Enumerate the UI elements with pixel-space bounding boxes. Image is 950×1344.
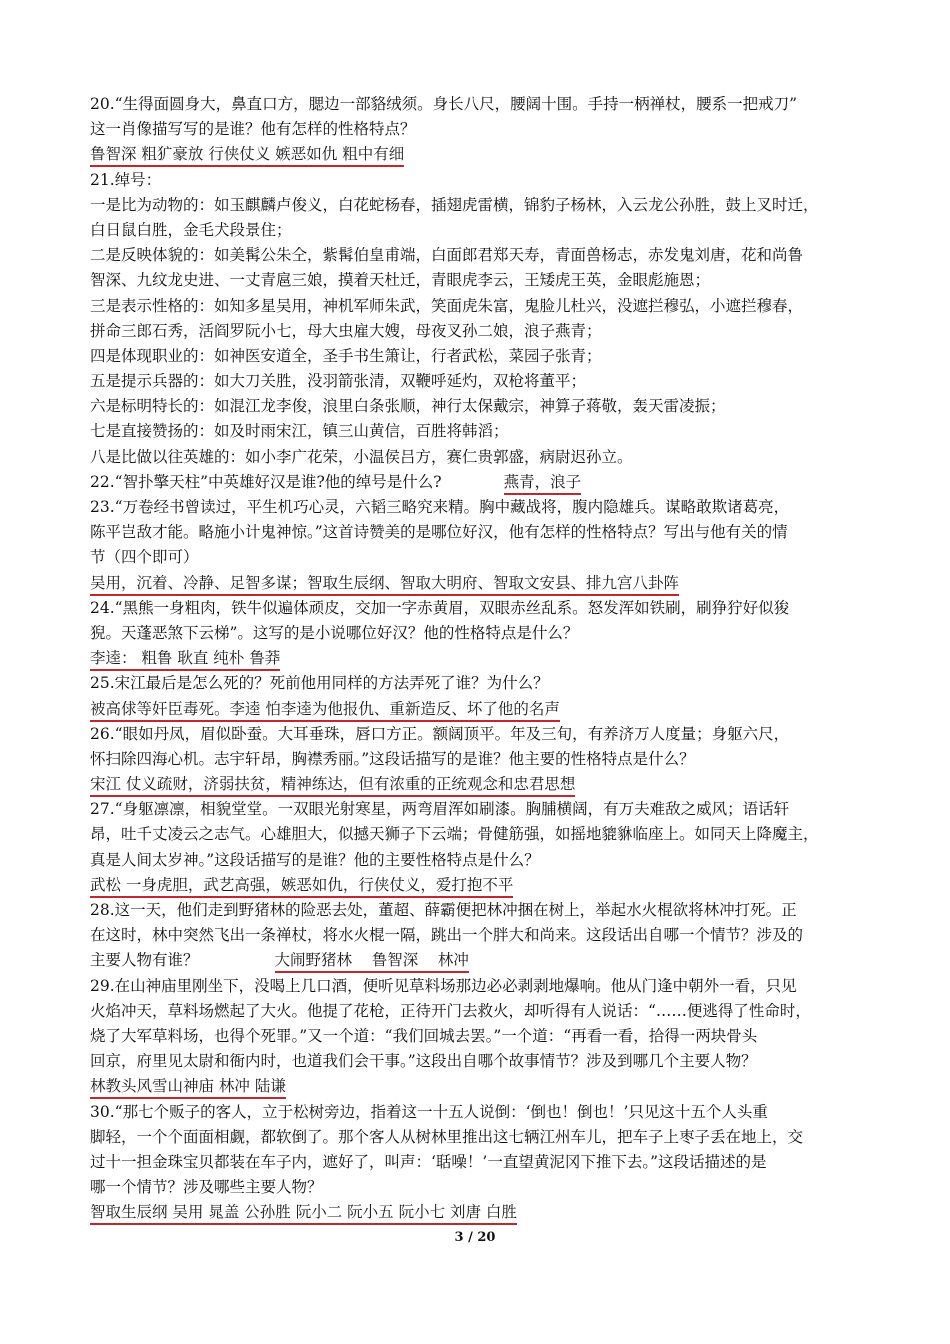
- text-line: 23.“万卷经书曾读过，平生机巧心灵，六韬三略究来精。胸中藏战将，腹内隐雄兵。谋略敢欺诸葛亮，: [90, 498, 790, 516]
- text-line: 哪一个情节？涉及哪些主要人物？: [90, 1178, 323, 1197]
- answer-line: [90, 646, 865, 671]
- text-line: 25.宋江最后是怎么死的？死前他用同样的方法弄死了谁？为什么？: [90, 674, 549, 693]
- question-line: [90, 470, 865, 495]
- text-line: 过十一担金珠宝贝都装在车子内，遮好了，叫声：‘聒噪！’一直望黄泥冈下推下去。”这段话描述的是: [90, 1152, 767, 1171]
- answer-text: 武松 一身虎胆，武艺高强，嫉恶如仇，行侠仗义，爱打抱不平: [90, 875, 513, 898]
- text-line: 六是标明特长的：如混江龙李俊，浪里白条张顺，神行太保戴宗，神算子蒋敬，轰天雷凌振；: [90, 397, 726, 416]
- text-line: 28.这一天，他们走到野猪林的险恶去处，董超、薛霸便把林冲捆在树上，举起水火棍欲将林冲打死。正: [90, 901, 797, 919]
- text-line: 30.“那七个贩子的客人，立于松树旁边，指着这一十五人说倒：‘倒也！倒也！’只见这十五个人头重: [90, 1102, 768, 1121]
- text-line: 烧了大军草料场，也得个死罪。”又一个道：“我们回城去罢。”一个道：“再看一看，拾得一两块骨头: [90, 1026, 758, 1045]
- answer-text: 吴用，沉着、冷静、足智多谋；智取生辰纲、智取大明府、智取文安县、排九宫八卦阵: [90, 573, 679, 596]
- text-line: 24.“黑熊一身粗肉，铁牛似遍体顽皮，交加一字赤黄眉，双眼赤丝乱系。怒发浑如铁刷，刷狰狞好似狻: [90, 598, 790, 617]
- answer-line: [90, 571, 865, 596]
- text-line: 一是比为动物的：如玉麒麟卢俊义，白花蛇杨春，插翅虎雷横，锦豹子杨林，入云龙公孙胜，鼓上叉时迁，: [90, 195, 819, 214]
- text-line: 智深、九纹龙史进、一丈青扈三娘，摸着天杜迁，青眼虎李云，王矮虎王英，金眼彪施恩；: [90, 271, 711, 290]
- answer-text: 大闹野猪林 鲁智深 林冲: [275, 950, 469, 973]
- answer-line: [90, 142, 865, 167]
- text-line: 火焰冲天，草料场燃起了大火。他提了花枪，正待开门去救火，却听得有人说话：“……便逃得了性命时，: [90, 1001, 811, 1020]
- page-number: 3 / 20: [454, 1230, 496, 1245]
- text-line: 八是比做以往英雄的：如小李广花荣，小温侯吕方，赛仁贵郭盛，病尉迟孙立。: [90, 447, 633, 466]
- text-line: 四是体现职业的：如神医安道全，圣手书生箫让，行者武松，菜园子张青；: [90, 346, 602, 365]
- text-line: 26.“眼如丹凤，眉似卧蚕。大耳垂珠，唇口方正。额阔顶平。年及三旬，有养济万人度量；身躯六尺，: [90, 724, 790, 743]
- text-line: 节（四个即可）: [90, 548, 199, 567]
- text-line: 二是反映体貌的：如美髯公朱仝，紫髯伯皇甫端，白面郎君郑天寿，青面兽杨志，赤发鬼刘唐，花和尚鲁: [90, 246, 804, 265]
- text-line: 猊。天蓬恶煞下云梯”。这写的是小说哪位好汉？他的性格特点是什么？: [90, 623, 579, 642]
- answer-text: 李逵： 粗鲁 耿直 纯朴 鲁莽: [90, 648, 280, 671]
- text-line: 脚轻，一个个面面相觑，都软倒了。那个客人从树林里推出这七辆江州车儿，把车子上枣子丢在地上，交: [90, 1127, 804, 1146]
- question-line: [90, 948, 865, 973]
- text-line: 真是人间太岁神。”这段话描写的是谁？他的主要性格特点是什么？: [90, 850, 540, 869]
- answer-text: 鲁智深 粗犷豪放 行侠仗义 嫉恶如仇 粗中有细: [90, 144, 404, 167]
- text-line: 七是直接赞扬的：如及时雨宋江，镇三山黄信，百胜将韩滔；: [90, 422, 509, 441]
- answer-line: [90, 873, 865, 898]
- text-line: 20.“生得面圆身大，鼻直口方，腮边一部貉绒须。身长八尺，腰阔十围。手持一柄禅杖，腰系一把戒刀”: [90, 95, 798, 113]
- text-line: 在这时，林中突然飞出一条禅杖，将水火棍一隔，跳出一个胖大和尚来。这段话出自哪一个情节？涉及的: [90, 926, 804, 945]
- text-line: 回京，府里见太尉和衙内时，也道我们会干事。”这段出自哪个故事情节？涉及到哪几个主要人物？: [90, 1052, 757, 1071]
- text-line: 陈平岂敌才能。略施小计鬼神惊。”这首诗赞美的是哪位好汉，他有怎样的性格特点？写出与他有关的情: [90, 523, 788, 542]
- text-line: 三是表示性格的：如知多星吴用，神机军师朱武，笑面虎朱富，鬼脸儿杜兴，没遮拦穆弘，小遮拦穆春，: [90, 296, 804, 315]
- answer-line: [90, 697, 865, 722]
- text-line: 昂，吐千丈凌云之志气。心雄胆大，似撼天狮子下云端；骨健筋强，如摇地貔貅临座上。如同天上降魔主，: [90, 825, 819, 844]
- answer-text: 燕青，浪子: [504, 472, 582, 495]
- answer-line: [90, 1074, 865, 1099]
- text-line: 怀扫除四海心机。志宇轩昂，胸襟秀丽。”这段话描写的是谁？他主要的性格特点是什么？: [90, 749, 695, 768]
- document-body: [90, 92, 865, 1225]
- text-line: 21.绰号：: [90, 170, 162, 189]
- answer-text: 被高俅等奸臣毒死。李逵 怕李逵为他报仇、重新造反、坏了他的名声: [90, 699, 560, 722]
- text-line: 白日鼠白胜，金毛犬段景住；: [90, 220, 292, 239]
- question-text: 主要人物有谁？: [90, 951, 199, 970]
- text-line: 27.“身躯凛凛，相貌堂堂。一双眼光射寒星，两弯眉浑如刷漆。胸脯横阔，有万夫难敌之威风；语话轩: [90, 800, 790, 819]
- answer-line: [90, 1200, 865, 1225]
- answer-text: 智取生辰纲 吴用 晁盖 公孙胜 阮小二 阮小五 阮小七 刘唐 白胜: [90, 1202, 517, 1225]
- answer-text: 林教头风雪山神庙 林冲 陆谦: [90, 1076, 286, 1099]
- text-line: 29.在山神庙里刚坐下，没喝上几口酒，便听见草料场那边必必剥剥地爆响。他从门逢中朝外一看，只见: [90, 976, 797, 995]
- question-text: 22.“智扑擎天柱”中英雄好汉是谁?他的绰号是什么?: [90, 472, 442, 491]
- text-line: 五是提示兵器的：如大刀关胜，没羽箭张清，双鞭呼延灼，双枪将董平；: [90, 372, 587, 391]
- text-line: 这一肖像描写写的是谁？他有怎样的性格特点？: [90, 120, 416, 139]
- text-line: 拼命三郎石秀，活阎罗阮小七，母大虫雇大嫂，母夜叉孙二娘，浪子燕青；: [90, 321, 602, 340]
- answer-line: [90, 772, 865, 797]
- answer-text: 宋江 仗义疏财，济弱扶贫，精神练达，但有浓重的正统观念和忠君思想: [90, 774, 575, 797]
